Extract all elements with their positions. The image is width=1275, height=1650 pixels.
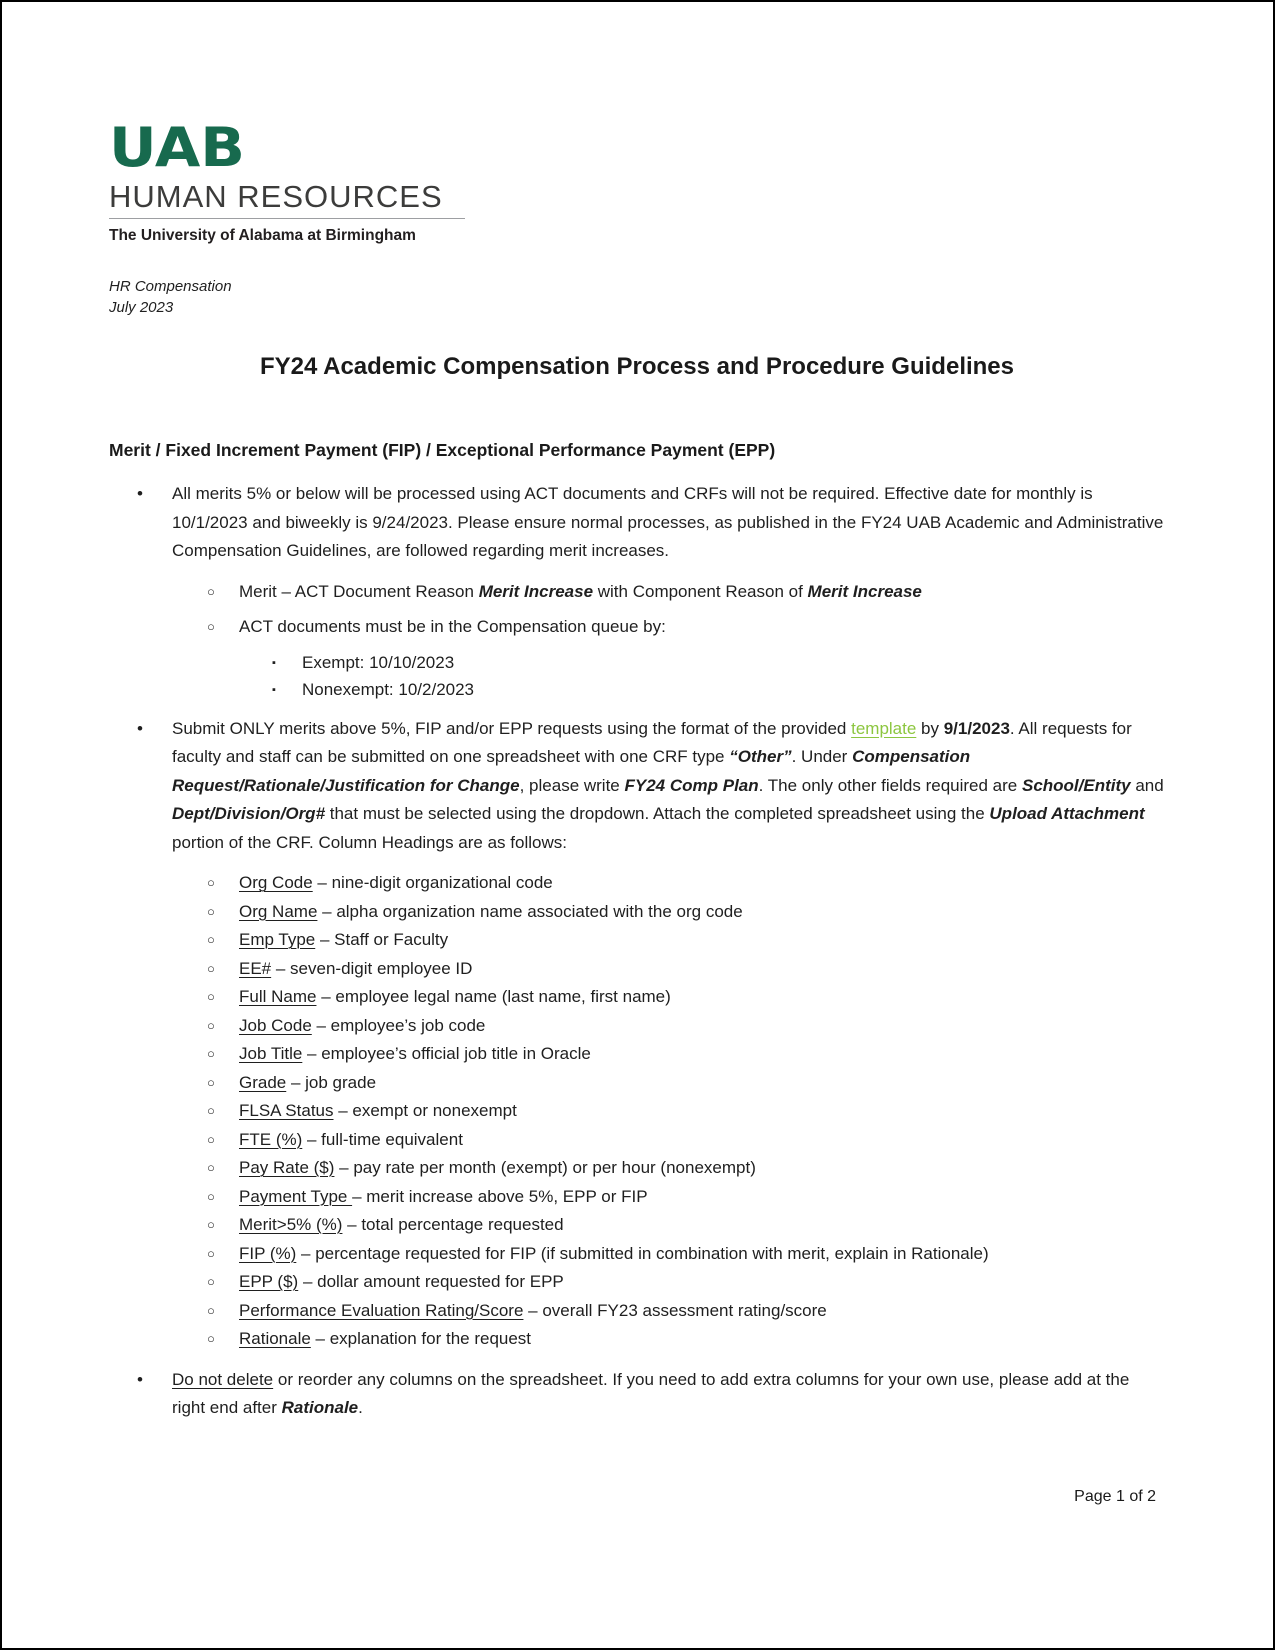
text-run: – full-time equivalent: [302, 1129, 463, 1149]
text-run: Emp Type: [239, 930, 316, 949]
text-run: Org Name: [239, 901, 318, 921]
column-org-code: [109, 869, 1165, 898]
letterhead-divider: [109, 218, 465, 219]
circle-bullet-icon: ○: [207, 1274, 215, 1289]
paragraph-text: [239, 1211, 1165, 1240]
text-run: – alpha organization name associated with the org code: [317, 901, 743, 921]
column-fte: [109, 1126, 1165, 1155]
text-run: Job Title: [239, 1044, 303, 1063]
uab-logo: [109, 118, 1165, 176]
text-run: Do not delete: [172, 1369, 274, 1389]
page-number: Page 1 of 2: [1074, 1488, 1156, 1505]
text-run: – dollar amount requested for EPP: [298, 1272, 564, 1291]
column-payment-type: [109, 1183, 1165, 1212]
paragraph-text: [239, 1240, 1165, 1269]
text-run: – employee’s job code: [311, 1015, 486, 1035]
bullet-do-not-delete: [109, 1366, 1165, 1423]
text-run: Rationale: [239, 1329, 311, 1348]
column-job-title: [109, 1040, 1165, 1069]
column-pay-rate: [109, 1154, 1165, 1183]
text-run: Pay Rate ($): [239, 1158, 335, 1177]
circle-bullet-icon: ○: [207, 619, 215, 634]
text-run: – nine-digit organizational code: [312, 873, 553, 892]
text-run: EE#: [239, 958, 272, 978]
text-run: FY24 Comp Plan: [624, 775, 759, 795]
text-run: School/Entity: [1021, 775, 1131, 795]
circle-bullet-icon: ○: [207, 875, 215, 890]
column-emp-type: [109, 926, 1165, 955]
text-run: – merit increase above 5%, EPP or FIP: [352, 1186, 648, 1206]
circle-bullet-icon: ○: [207, 1245, 215, 1261]
text-run: Org Code: [239, 873, 313, 892]
bullet-submit-requests: [109, 715, 1165, 858]
text-run: , please write: [519, 775, 625, 795]
text-run: .: [358, 1398, 363, 1417]
text-run: Full Name: [239, 987, 317, 1006]
circle-bullet-icon: ○: [207, 1046, 215, 1061]
meta-department: HR Compensation: [109, 278, 232, 295]
paragraph-text: [239, 1012, 1165, 1041]
paragraph-text: [172, 1366, 1165, 1423]
text-run: and: [1130, 775, 1164, 795]
text-run: ACT documents must be in the Compensation queue by:: [239, 617, 666, 636]
column-rationale: [109, 1325, 1165, 1354]
text-run: or reorder any columns on the spreadsheet. If you need to add extra columns for your own use, please add at the right end after: [172, 1369, 1130, 1417]
square-bullet-icon: ▪: [272, 656, 276, 669]
circle-bullet-icon: ○: [207, 1217, 215, 1232]
bullet-merit-processing: [109, 480, 1165, 566]
text-run: FTE (%): [239, 1129, 303, 1149]
text-run: Nonexempt: 10/2/2023: [302, 679, 475, 699]
text-run: Compensation Request/Rationale/Justification for Change: [172, 747, 971, 795]
circle-bullet-icon: ○: [207, 583, 215, 599]
text-run: Exempt: 10/10/2023: [302, 652, 455, 672]
text-run: Job Code: [239, 1015, 312, 1035]
text-run: All merits 5% or below will be processed using ACT documents and CRFs will not be required. Effective date for monthly is 10/1/2023 and biweekly is 9/24/2023. Please ensure normal processes, as published in the FY24 UAB Academic and Administrative Compensation Guidelines, are followed regarding merit increases.: [172, 484, 1164, 560]
text-run: portion of the CRF. Column Headings are as follows:: [172, 832, 567, 852]
text-run: – employee’s official job title in Oracle: [302, 1044, 591, 1063]
circle-bullet-icon: ○: [207, 1302, 215, 1318]
text-run: FLSA Status: [239, 1101, 334, 1120]
text-run: EPP ($): [239, 1272, 299, 1291]
text-run: – total percentage requested: [342, 1215, 564, 1234]
circle-bullet-icon: ○: [207, 932, 215, 947]
text-run: Grade: [239, 1072, 287, 1092]
paragraph-text: [172, 715, 1165, 858]
text-run: – explanation for the request: [310, 1329, 532, 1348]
circle-bullet-icon: ○: [207, 1103, 215, 1118]
text-run: Merit Increase: [807, 581, 922, 601]
paragraph-text: [239, 578, 1165, 607]
paragraph-text: [239, 1297, 1165, 1326]
section-heading: Merit / Fixed Increment Payment (FIP) / Exceptional Performance Payment (EPP): [109, 440, 776, 460]
column-org-name: [109, 898, 1165, 927]
column-ee-number: [109, 955, 1165, 984]
text-run: . All requests for faculty and staff can be submitted on one spreadsheet with one CRF type: [172, 718, 1132, 766]
paragraph-text: [239, 1154, 1165, 1183]
text-run: Dept/Division/Org#: [172, 804, 326, 823]
disc-bullet-icon: •: [137, 484, 143, 503]
column-epp: [109, 1268, 1165, 1297]
paragraph-text: [239, 1268, 1165, 1297]
sub-sub-bullet-exempt-date: [109, 649, 1165, 676]
text-run: by: [916, 718, 944, 738]
paragraph-text: [302, 676, 1165, 703]
circle-bullet-icon: ○: [207, 1160, 215, 1175]
circle-bullet-icon: ○: [207, 1074, 215, 1090]
circle-bullet-icon: ○: [207, 1017, 215, 1033]
paragraph-text: [239, 1097, 1165, 1126]
document-title: FY24 Academic Compensation Process and Procedure Guidelines: [259, 353, 1015, 380]
paragraph-text: [239, 1069, 1165, 1098]
circle-bullet-icon: ○: [207, 1131, 215, 1147]
document-meta: [109, 276, 1165, 318]
text-run: – employee legal name (last name, first name): [316, 987, 671, 1006]
text-run: . The only other fields required are: [758, 775, 1022, 795]
meta-date: July 2023: [109, 299, 174, 316]
disc-bullet-icon: •: [137, 1369, 143, 1389]
sub-bullet-act-queue: [109, 613, 1165, 642]
column-flsa-status: [109, 1097, 1165, 1126]
text-run: Payment Type: [239, 1186, 353, 1206]
text-run: Merit>5% (%): [239, 1215, 343, 1234]
circle-bullet-icon: ○: [207, 989, 215, 1004]
uab-logo-graphic: [109, 118, 249, 176]
text-run: Upload Attachment: [989, 804, 1145, 823]
paragraph-text: [239, 955, 1165, 984]
text-run: FIP (%): [239, 1243, 297, 1263]
paragraph-text: [239, 898, 1165, 927]
paragraph-text: [239, 869, 1165, 898]
text-run: Performance Evaluation Rating/Score: [239, 1300, 524, 1320]
paragraph-text: [239, 1040, 1165, 1069]
text-run: – seven-digit employee ID: [271, 958, 473, 978]
disc-bullet-icon: •: [137, 718, 143, 738]
column-fip: [109, 1240, 1165, 1269]
text-run: – job grade: [286, 1072, 377, 1092]
uab-logo-text: UAB: [109, 118, 245, 176]
square-bullet-icon: ▪: [272, 683, 276, 696]
sub-bullet-merit-reason: [109, 578, 1165, 607]
text-run: that must be selected using the dropdown. Attach the completed spreadsheet using the: [325, 804, 990, 823]
circle-bullet-icon: ○: [207, 1331, 215, 1346]
text-run: – pay rate per month (exempt) or per hour (nonexempt): [334, 1158, 756, 1177]
paragraph-text: [239, 1325, 1165, 1354]
text-run: “Other”: [729, 747, 792, 766]
document-body: [109, 480, 1165, 1423]
paragraph-text: [239, 613, 1165, 642]
university-tagline: The University of Alabama at Birmingham: [109, 227, 416, 244]
circle-bullet-icon: ○: [207, 903, 215, 919]
text-run: Merit – ACT Document Reason: [239, 581, 479, 601]
sub-sub-bullet-nonexempt-date: [109, 676, 1165, 703]
column-merit-over-5: [109, 1211, 1165, 1240]
text-run: Submit ONLY merits above 5%, FIP and/or EPP requests using the format of the provided: [172, 718, 852, 738]
circle-bullet-icon: ○: [207, 1188, 215, 1204]
text-run: with Component Reason of: [593, 581, 808, 601]
paragraph-text: [302, 649, 1165, 676]
text-run: – Staff or Faculty: [315, 930, 449, 949]
column-performance-rating: [109, 1297, 1165, 1326]
column-job-code: [109, 1012, 1165, 1041]
paragraph-text: [172, 480, 1165, 566]
paragraph-text: [239, 983, 1165, 1012]
text-run: – exempt or nonexempt: [333, 1101, 517, 1120]
text-run: . Under: [791, 747, 853, 766]
text-run: Merit Increase: [478, 581, 594, 601]
circle-bullet-icon: ○: [207, 960, 215, 976]
paragraph-text: [239, 926, 1165, 955]
text-run: – percentage requested for FIP (if submitted in combination with merit, explain in Rationale): [296, 1243, 989, 1263]
column-full-name: [109, 983, 1165, 1012]
letterhead: [109, 118, 1165, 246]
department-name: HUMAN RESOURCES: [109, 179, 443, 214]
text-run: Rationale: [281, 1398, 359, 1417]
text-run: 9/1/2023: [943, 718, 1010, 738]
paragraph-text: [239, 1183, 1165, 1212]
paragraph-text: [239, 1126, 1165, 1155]
template-link[interactable]: template: [851, 718, 917, 738]
column-grade: [109, 1069, 1165, 1098]
text-run: – overall FY23 assessment rating/score: [523, 1300, 827, 1320]
